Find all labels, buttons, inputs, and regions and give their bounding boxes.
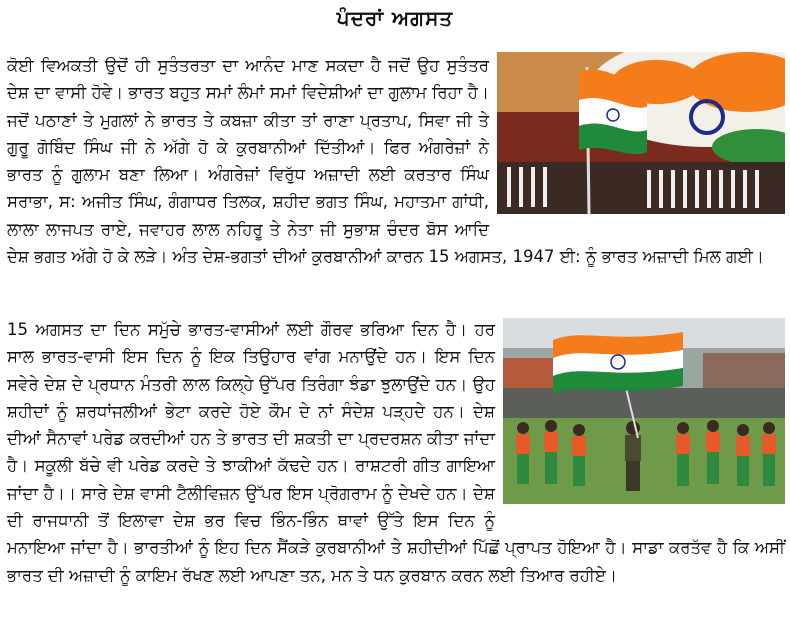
paragraph-celebration — [7, 316, 785, 589]
paragraph-2-text: 15 ਅਗਸਤ ਦਾ ਦਿਨ ਸਮੁੱਚੇ ਭਾਰਤ-ਵਾਸੀਆਂ ਲਈ ਗੌਰਵ ਭਰਿਆ ਦਿਨ ਹੈ। ਹਰ ਸਾਲ ਭਾਰਤ-ਵਾਸੀ ਇਸ ਦਿਨ ਨੂੰ ਇਕ ਤਿਉਹਾਰ ਵਾਂਗ ਮਨਾਉਂਦੇ ਹਨ। ਇਸ ਦਿਨ ਸਵੇਰੇ ਦੇਸ਼ ਦੇ ਪ੍ਰਧਾਨ ਮੰਤਰੀ ਲਾਲ ਕਿਲ੍ਹੇ ਉੱਪਰ ਤਿਰੰਗਾ ਝੰਡਾ ਝੁਲਾਉਂਦੇ ਹਨ। ਉਹ ਸ਼ਹੀਦਾਂ ਨੂੰ ਸ਼ਰਧਾਂਜਲੀਆਂ ਭੇਟਾ ਕਰਦੇ ਹੋਏ ਕੌਮ ਦੇ ਨਾਂ ਸੰਦੇਸ਼ ਪੜ੍ਹਦੇ ਹਨ। ਦੇਸ਼ ਦੀਆਂ ਸੈਨਾਵਾਂ ਪਰੇਡ ਕਰਦੀਆਂ ਹਨ ਤੇ ਭਾਰਤ ਦੀ ਸ਼ਕਤੀ ਦਾ ਪ੍ਰਦਰਸ਼ਨ ਕੀਤਾ ਜਾਂਦਾ ਹੈ। ਸਕੂਲੀ ਬੱਚੇ ਵੀ ਪਰੇਡ ਕਰਦੇ ਤੇ ਝਾਕੀਆਂ ਕੱਢਦੇ ਹਨ। ਰਾਸ਼ਟਰੀ ਗੀਤ ਗਾਇਆ ਜਾਂਦਾ ਹੈ।। ਸਾਰੇ ਦੇਸ਼ ਵਾਸੀ ਟੈਲੀਵਿਜ਼ਨ ਉੱਪਰ ਇਸ ਪ੍ਰੋਗਰਾਮ ਨੂੰ ਦੇਖਦੇ ਹਨ। ਦੇਸ਼ ਦੀ ਰਾਜਧਾਨੀ ਤੋਂ ਇਲਾਵਾ ਦੇਸ਼ ਭਰ ਵਿਚ ਭਿੰਨ-ਭਿੰਨ ਥਾਵਾਂ ਉੱਤੇ ਇਸ ਦਿਨ ਨੂੰ ਮਨਾਇਆ ਜਾਂਦਾ ਹੈ। ਭਾਰਤੀਆਂ ਨੂੰ ਇਹ ਦਿਨ ਸੈਂਕੜੇ ਕੁਰਬਾਨੀਆਂ ਤੇ ਸ਼ਹੀਦੀਆਂ ਪਿੱਛੋਂ ਪ੍ਰਾਪਤ ਹੋਇਆ ਹੈ। ਸਾਡਾ ਕਰਤੱਵ ਹੈ ਕਿ ਅਸੀਂ ਭਾਰਤ ਦੀ ਅਜ਼ਾਦੀ ਨੂੰ ਕਾਇਮ ਰੱਖਣ ਲਈ ਆਪਣਾ ਤਨ, ਮਨ ਤੇ ਧਨ ਕੁਰਬਾਨ ਕਰਨ ਲਈ ਤਿਆਰ ਰਹੀਏ। — [7, 320, 785, 585]
paragraph-1-text: ਕੋਈ ਵਿਅਕਤੀ ਉਦੋਂ ਹੀ ਸੁਤੰਤਰਤਾ ਦਾ ਆਨੰਦ ਮਾਣ ਸਕਦਾ ਹੈ ਜਦੋਂ ਉਹ ਸੁਤੰਤਰ ਦੇਸ਼ ਦਾ ਵਾਸੀ ਹੋਵੇ। ਭਾਰਤ ਬਹੁਤ ਸਮਾਂ ਲੰਮਾਂ ਸਮਾਂ ਵਿਦੇਸ਼ੀਆਂ ਦਾ ਗੁਲਾਮ ਰਿਹਾ ਹੈ। ਜਦੋਂ ਪਠਾਣਾਂ ਤੇ ਮੁਗਲਾਂ ਨੇ ਭਾਰਤ ਤੇ ਕਬਜ਼ਾ ਕੀਤਾ ਤਾਂ ਰਾਣਾ ਪ੍ਰਤਾਪ, ਸਿਵਾ ਜੀ ਤੇ ਗੁਰੂ ਗੋਬਿੰਦ ਸਿੰਘ ਜੀ ਨੇ ਅੱਗੇ ਹੋ ਕੇ ਕੁਰਬਾਨੀਆਂ ਦਿੱਤੀਆਂ। ਫਿਰ ਅੰਗਰੇਜ਼ਾਂ ਨੇ ਭਾਰਤ ਨੂੰ ਗੁਲਾਮ ਬਣਾ ਲਿਆ। ਅੰਗਰੇਜ਼ਾਂ ਵਿਰੁੱਧ ਅਜ਼ਾਦੀ ਲਈ ਕਰਤਾਰ ਸਿੰਘ ਸਰਾਭਾ, ਸ: ਅਜੀਤ ਸਿੰਘ, ਗੰਗਾਧਰ ਤਿਲਕ, ਸ਼ਹੀਦ ਭਗਤ ਸਿੰਘ, ਮਹਾਤਮਾ ਗਾਂਧੀ, ਲਾਲਾ ਲਾਜਪਤ ਰਾਏ, ਜਵਾਹਰ ਲਾਲ ਨਹਿਰੂ ਤੇ ਨੇਤਾ ਜੀ ਸੁਭਾਸ਼ ਚੰਦਰ ਬੋਸ ਆਦਿ ਦੇਸ਼ ਭਗਤ ਅੱਗੇ ਹੋ ਕੇ ਲੜੇ। ਅੰਤ ਦੇਸ਼-ਭਗਤਾਂ ਦੀਆਂ ਕੁਰਬਾਨੀਆਂ ਕਾਰਨ 15 ਅਗਸਤ, 1947 ਈ: ਨੂੰ ਭਾਰਤ ਅਜ਼ਾਦੀ ਮਿਲ ਗਈ। — [7, 56, 764, 267]
parade-flag-photo-icon — [497, 52, 785, 214]
children-flag-photo-icon — [503, 318, 785, 504]
paragraph-independence-history — [7, 52, 785, 270]
page-title: ਪੰਦਰਾਂ ਅਗਸਤ — [336, 6, 454, 30]
